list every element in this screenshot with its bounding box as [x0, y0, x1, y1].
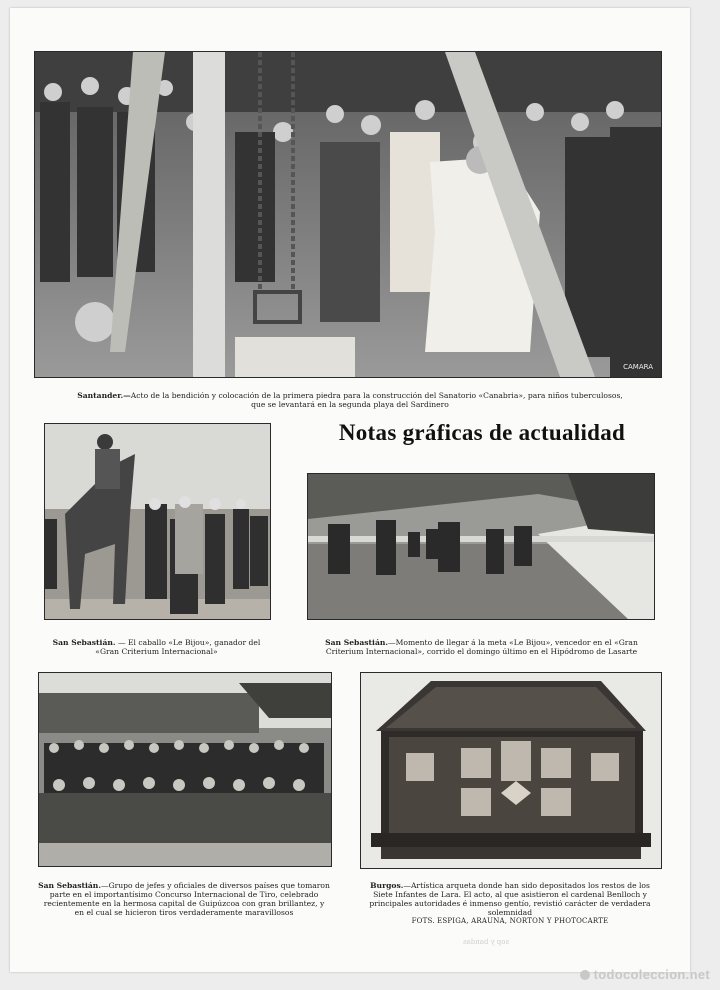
caption-text: — El caballo «Le Bijou», ganador del «Gran Criterium Internacional» — [95, 638, 261, 656]
santander-ceremony-photo — [34, 51, 662, 378]
officers-caption — [38, 881, 330, 917]
photographer-signature: CAMARA — [623, 363, 653, 371]
officers-group-photo — [38, 672, 332, 867]
le-bijou-horse-photo — [44, 423, 271, 620]
photo-credits: FOTS. ESPIGA, ARAUNA, NORTON Y PHOTOCARTE — [411, 917, 609, 925]
burgos-casket-photo — [360, 672, 662, 869]
show-through-text: sop y bandas — [463, 938, 510, 946]
caption-place: San Sebastián. — [325, 638, 389, 647]
caption-place: San Sebastián. — [38, 881, 101, 890]
watermark — [580, 967, 710, 982]
le-bijou-caption — [44, 638, 269, 656]
santander-caption — [70, 391, 630, 409]
casket-caption — [360, 881, 660, 926]
race-finish-caption — [310, 638, 653, 656]
caption-place: Burgos. — [370, 881, 404, 890]
caption-text: Acto de la bendición y colocación de la primera piedra para la construcción del Sanatorio «Canabria», para niños tuberculosos, que se levantará en la segunda playa del Sardinero — [130, 391, 623, 409]
caption-place: San Sebastián. — [52, 638, 116, 647]
caption-place: Santander.— — [77, 391, 131, 400]
caption-text: —Artística arqueta donde han sido depositados los restos de los Siete Infantes de Lara. El acto, al que asistieron el cardenal Benlloch y principales autoridades é inmenso gentío, revistió carácter de verdadera solemnidad — [369, 881, 651, 917]
page-title: Notas gráficas de actualidad — [338, 420, 626, 445]
caption-text: —Grupo de jefes y oficiales de diversos países que tomaron parte en el importantísimo Concurso Internacional de Tiro, celebrado recientemente en la hermosa capital de Guipúzcoa con gran brillantez, y en el cual se hicieron tiros verdaderamente maravillosos — [43, 881, 330, 917]
race-finish-photo — [307, 473, 655, 620]
watermark-logo-icon — [580, 970, 590, 980]
caption-text: —Momento de llegar á la meta «Le Bijou», vencedor en el «Gran Criterium Internacional», corrido el domingo último en el Hipódromo de Lasarte — [325, 638, 638, 656]
watermark-text: todocoleccion.net — [593, 967, 710, 982]
